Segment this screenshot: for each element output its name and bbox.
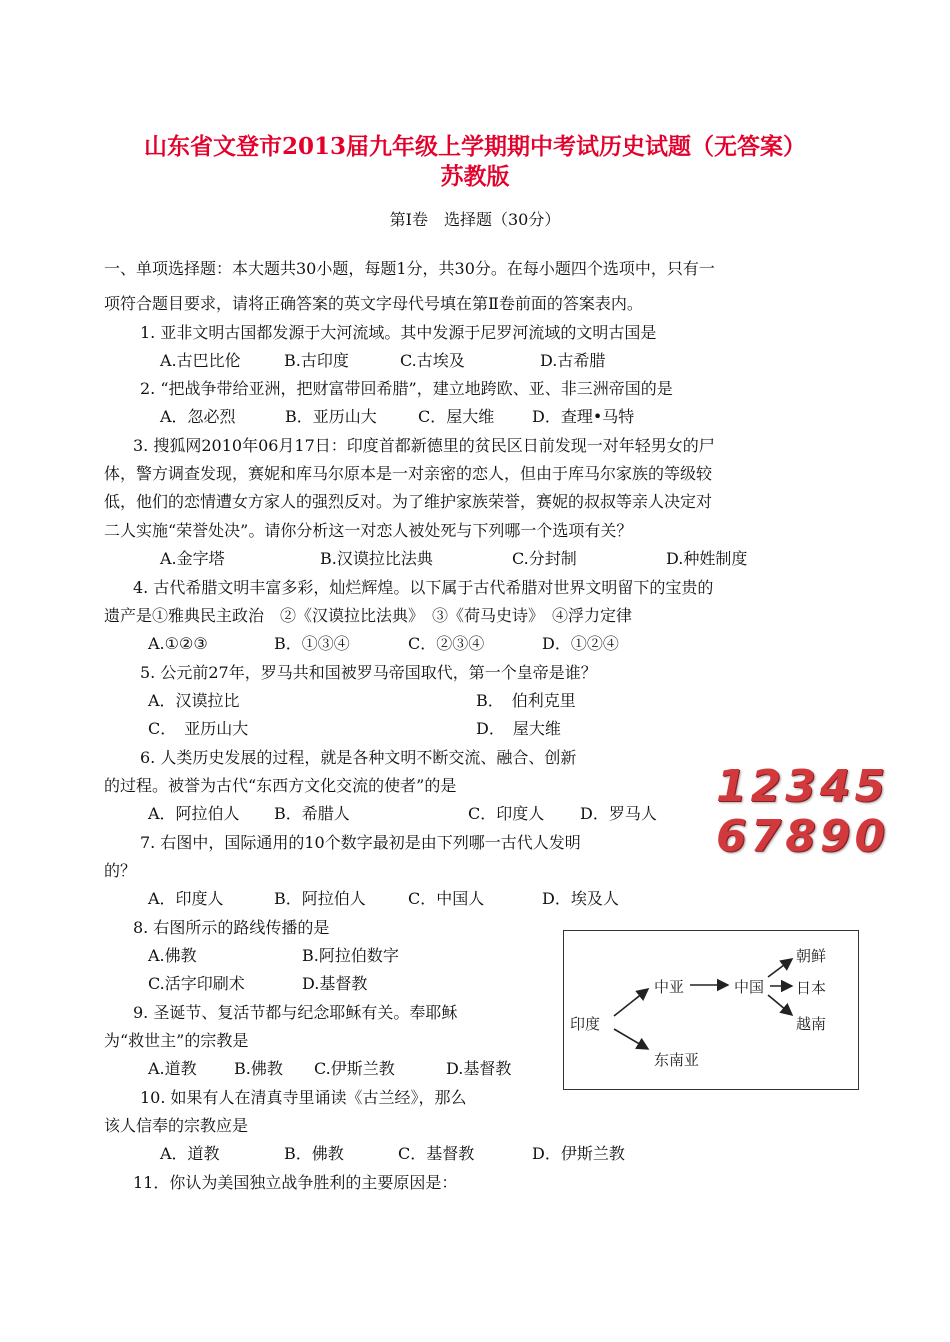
q4-option-b: B．①③④: [274, 634, 350, 653]
q9-option-d: D.基督教: [446, 1059, 512, 1078]
q3-stem-line1: 3. 搜狐网2010年06月17日：印度首都新德里的贫民区日前发现一对年轻男女的尸: [133, 436, 715, 455]
q1-option-b: B.古印度: [284, 351, 349, 370]
q7-stem-line2: 的？: [104, 861, 137, 880]
arrow-china-vietnam: [768, 995, 792, 1015]
q9-stem-line2: 为“救世主”的宗教是: [104, 1031, 249, 1050]
q2-stem: 2. “把战争带给亚洲，把财富带回希腊”，建立地跨欧、亚、非三洲帝国的是: [140, 379, 673, 398]
instructions-line1: 一、单项选择题：本大题共30小题，每题1分，共30分。在每小题四个选项中，只有一: [104, 259, 715, 278]
q5-stem: 5. 公元前27年，罗马共和国被罗马帝国取代，第一个皇帝是谁？: [140, 663, 597, 682]
q1-option-a: A.古巴比伦: [160, 351, 241, 370]
q4-option-c: C．②③④: [408, 634, 485, 653]
q10-option-a: A．道教: [160, 1144, 220, 1163]
q6-option-a: A．阿拉伯人: [148, 804, 240, 823]
q9-option-a: A.道教: [148, 1059, 197, 1078]
q6-stem-line2: 的过程。被誉为古代“东西方文化交流的使者”的是: [104, 776, 457, 795]
q6-option-c: C．印度人: [468, 804, 545, 823]
arrow-india-central-asia: [614, 989, 648, 1016]
q7-option-c: C．中国人: [408, 889, 485, 908]
q8-option-a: A.佛教: [148, 946, 197, 965]
q8-option-d: D.基督教: [302, 974, 368, 993]
instructions-line2: 项符合题目要求，请将正确答案的英文字母代号填在第Ⅱ卷前面的答案表内。: [104, 294, 643, 313]
node-india: 印度: [570, 1015, 601, 1033]
arabic-numerals-figure: [716, 762, 894, 874]
q1-stem: 1. 亚非文明古国都发源于大河流域。其中发源于尼罗河流域的文明古国是: [140, 323, 657, 342]
q2-option-b: B．亚历山大: [285, 407, 377, 426]
node-central-asia: 中亚: [654, 978, 685, 996]
q2-option-a: A．忽必烈: [160, 407, 236, 426]
q8-option-c: C.活字印刷术: [148, 974, 245, 993]
q4-stem-line2: 遗产是①雅典民主政治 ②《汉谟拉比法典》 ③《荷马史诗》 ④浮力定律: [104, 606, 633, 625]
q3-option-c: C.分封制: [512, 549, 577, 568]
q6-option-b: B．希腊人: [274, 804, 350, 823]
q7-option-a: A．印度人: [148, 889, 224, 908]
q3-option-b: B.汉谟拉比法典: [320, 549, 433, 568]
q10-option-d: D．伊斯兰教: [532, 1144, 625, 1163]
q6-stem-line1: 6. 人类历史发展的过程，就是各种文明不断交流、融合、创新: [140, 748, 577, 767]
arrow-india-southeast-asia: [614, 1029, 648, 1049]
q4-stem-line1: 4. 古代希腊文明丰富多彩，灿烂辉煌。以下属于古代希腊对世界文明留下的宝贵的: [133, 578, 714, 597]
q10-stem-line1: 10. 如果有人在清真寺里诵读《古兰经》，那么: [140, 1088, 467, 1107]
q1-option-d: D.古希腊: [540, 351, 606, 370]
arrow-china-korea: [768, 959, 792, 977]
q8-stem: 8. 右图所示的路线传播的是: [133, 918, 330, 937]
q5-option-c: C． 亚历山大: [148, 719, 249, 738]
q5-option-b: B． 伯利克里: [476, 691, 576, 710]
node-southeast-asia: 东南亚: [654, 1051, 700, 1069]
q3-stem-line2: 体，警方调查发现，赛妮和库马尔原本是一对亲密的恋人，但由于库马尔家族的等级较: [104, 464, 713, 483]
node-korea: 朝鲜: [796, 947, 827, 965]
document-title-line2: 苏教版: [440, 163, 510, 190]
q6-option-d: D．罗马人: [580, 804, 657, 823]
numerals-row-2: 67890: [716, 811, 890, 862]
q9-option-c: C.伊斯兰教: [314, 1059, 395, 1078]
q2-option-c: C．屋大维: [418, 407, 495, 426]
node-china: 中国: [734, 978, 765, 996]
q10-option-b: B．佛教: [284, 1144, 344, 1163]
q1-option-c: C.古埃及: [400, 351, 465, 370]
q5-option-a: A．汉谟拉比: [148, 691, 240, 710]
numerals-row-1: 12345: [716, 761, 890, 812]
q10-option-c: C．基督教: [398, 1144, 475, 1163]
spread-route-diagram: [563, 930, 859, 1090]
node-vietnam: 越南: [796, 1015, 827, 1033]
q9-option-b: B.佛教: [234, 1059, 283, 1078]
q11-stem: 11．你认为美国独立战争胜利的主要原因是：: [133, 1173, 458, 1192]
q7-option-d: D．埃及人: [542, 889, 619, 908]
q9-stem-line1: 9. 圣诞节、复活节都与纪念耶稣有关。奉耶稣: [133, 1003, 458, 1022]
section-heading: 第Ⅰ卷 选择题（30分）: [389, 210, 561, 229]
q3-option-d: D.种姓制度: [666, 549, 748, 568]
q4-option-a: A.①②③: [148, 634, 208, 653]
q4-option-d: D．①②④: [542, 634, 619, 653]
node-japan: 日本: [796, 979, 827, 997]
q3-stem-line4: 二人实施“荣誉处决”。请你分析这一对恋人被处死与下列哪一个选项有关？: [104, 521, 633, 540]
q7-stem-line1: 7. 右图中，国际通用的10个数字最初是由下列哪一古代人发明: [140, 833, 581, 852]
q5-option-d: D． 屋大维: [476, 719, 561, 738]
q3-stem-line3: 低，他们的恋情遭女方家人的强烈反对。为了维护家族荣誉，赛妮的叔叔等亲人决定对: [104, 492, 713, 511]
q2-option-d: D．查理•马特: [532, 407, 635, 426]
q7-option-b: B．阿拉伯人: [274, 889, 366, 908]
document-title-line1: 山东省文登市2013届九年级上学期期中考试历史试题（无答案）: [143, 133, 806, 160]
q10-stem-line2: 该人信奉的宗教应是: [104, 1116, 249, 1135]
q8-option-b: B.阿拉伯数字: [302, 946, 399, 965]
q3-option-a: A.金字塔: [160, 549, 225, 568]
